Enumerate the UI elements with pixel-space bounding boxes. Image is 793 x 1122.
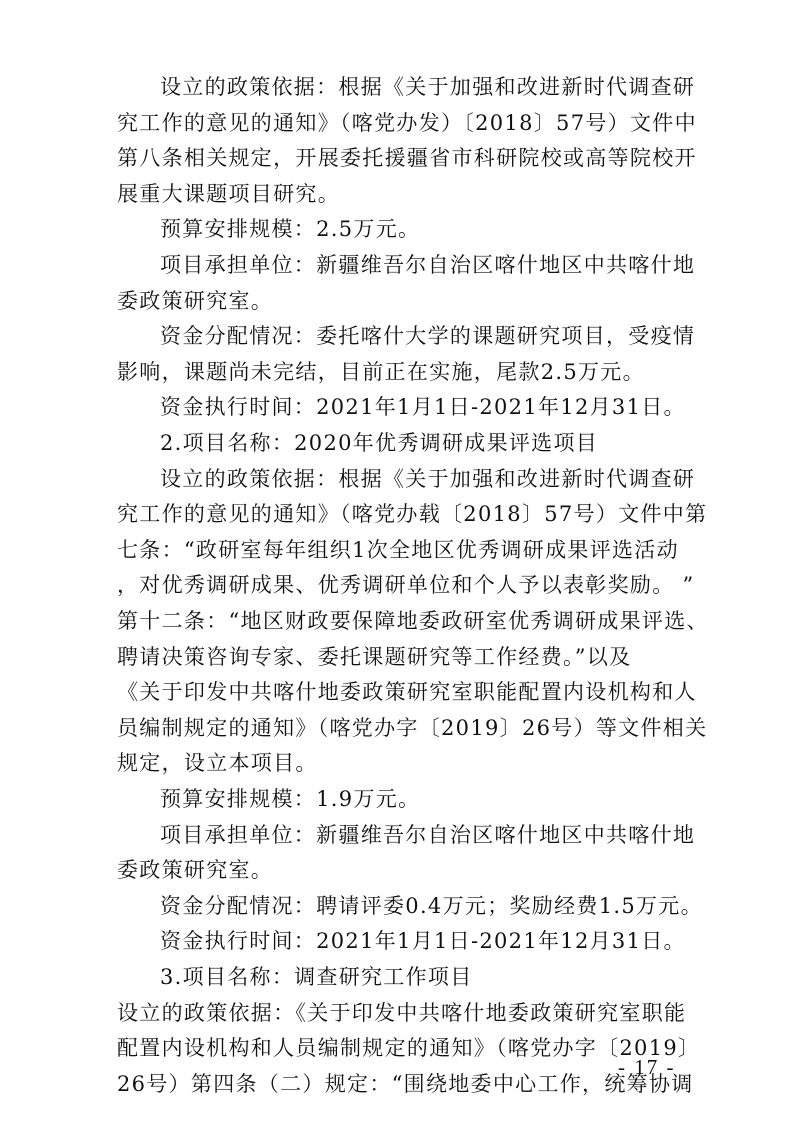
text-line: 设立的政策依据：根据《关于加强和改进新时代调查研	[160, 467, 696, 491]
section-heading: 2.项目名称：2020年优秀调研成果评选项目	[160, 431, 599, 455]
text-line: 委政策研究室。	[117, 858, 274, 882]
text-line: 委政策研究室。	[117, 289, 274, 313]
text-line: 设立的政策依据：《关于印发中共喀什地委政策研究室职能	[117, 1001, 687, 1025]
text-line: 究工作的意见的通知》（喀党办载〔2018〕57号）文件中第	[117, 502, 708, 526]
text-line: 员编制规定的通知》（喀党办字〔2019〕26号）等文件相关	[117, 716, 708, 740]
text-line: 资金分配情况：聘请评委0.4万元；奖励经费1.5万元。	[160, 894, 703, 918]
section-heading: 3.项目名称：调查研究工作项目	[160, 965, 473, 989]
text-line: 设立的政策依据：根据《关于加强和改进新时代调查研	[160, 75, 696, 99]
text-line: 资金执行时间：2021年1月1日-2021年12月31日。	[160, 929, 686, 953]
text-line: 项目承担单位：新疆维吾尔自治区喀什地区中共喀什地	[160, 823, 696, 847]
text-line: 资金执行时间：2021年1月1日-2021年12月31日。	[160, 395, 686, 419]
text-line: 预算安排规模：2.5万元。	[160, 217, 421, 241]
text-line: 第十二条：“地区财政要保障地委政研室优秀调研成果评选、	[117, 609, 709, 633]
text-line: 26号）第四条（二）规定：“围绕地委中心工作，统筹协调	[117, 1072, 694, 1096]
text-line: 聘请决策咨询专家、委托课题研究等工作经费。”以及	[117, 645, 632, 669]
text-line: 资金分配情况：委托喀什大学的课题研究项目，受疫情	[160, 324, 696, 348]
text-line: 第八条相关规定，开展委托援疆省市科研院校或高等院校开	[117, 146, 697, 170]
text-line: 预算安排规模：1.9万元。	[160, 787, 421, 811]
text-line: 规定，设立本项目。	[117, 751, 318, 775]
text-line: ，对优秀调研成果、优秀调研单位和个人予以表彰奖励。 ”	[117, 573, 695, 597]
text-line: 项目承担单位：新疆维吾尔自治区喀什地区中共喀什地	[160, 253, 696, 277]
text-line: 究工作的意见的通知》（喀党办发）〔2018〕57号）文件中	[117, 111, 697, 135]
page-number: - 17 -	[618, 1055, 676, 1079]
text-line: 七条：“政研室每年组织1次全地区优秀调研成果评选活动	[117, 538, 679, 562]
text-line: 影响，课题尚未完结，目前正在实施，尾款2.5万元。	[117, 360, 645, 384]
text-line: 《关于印发中共喀什地委政策研究室职能配置内设机构和人	[117, 680, 697, 704]
text-line: 展重大课题项目研究。	[117, 182, 340, 206]
text-line: 配置内设机构和人员编制规定的通知》（喀党办字〔2019〕	[117, 1036, 701, 1060]
